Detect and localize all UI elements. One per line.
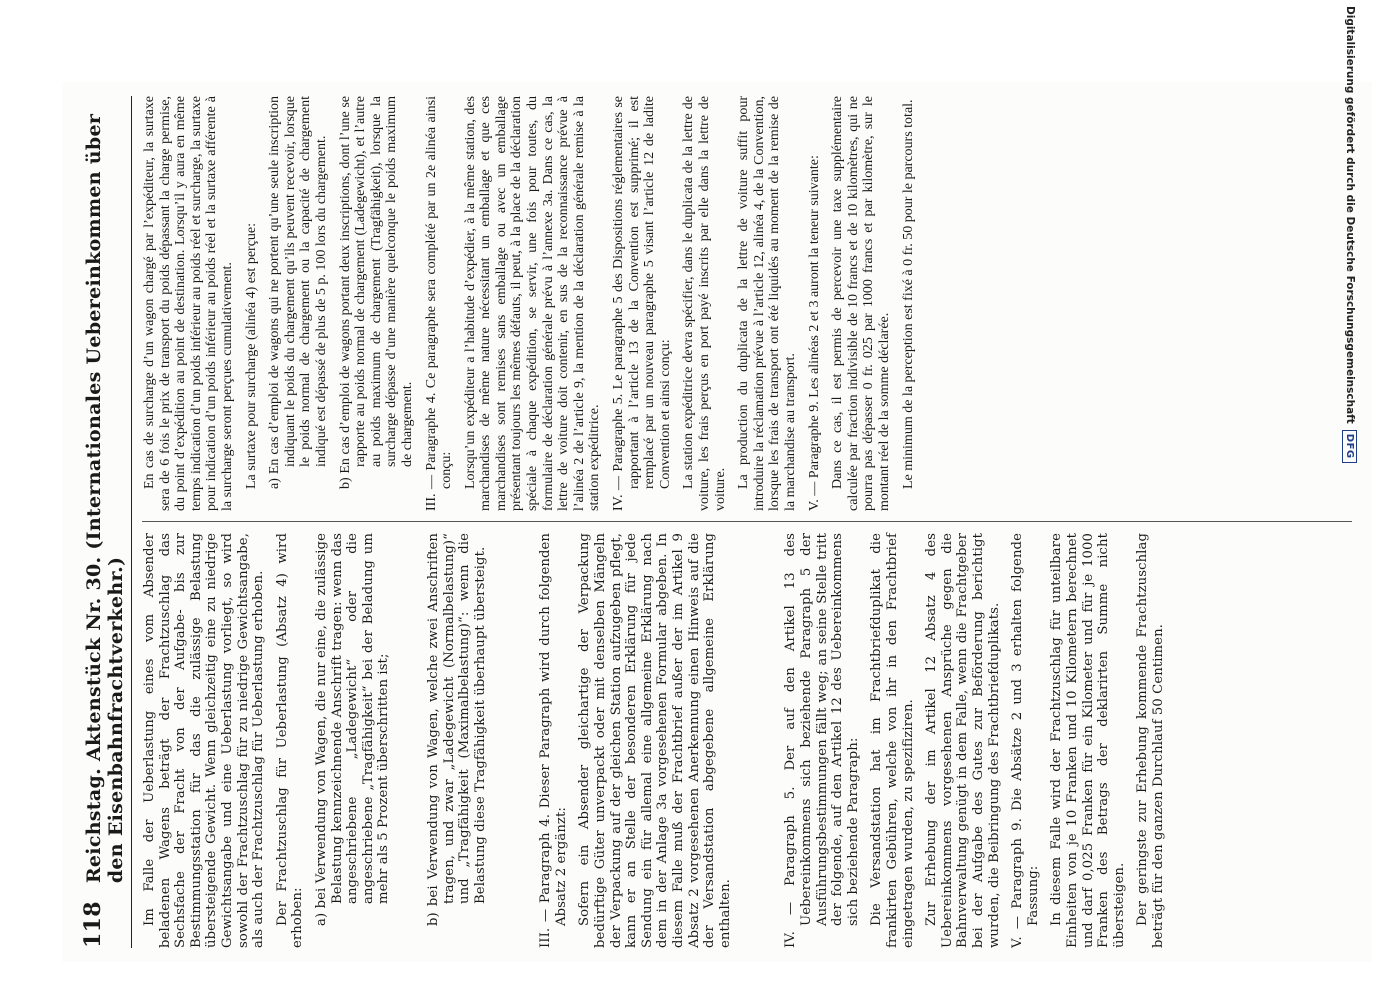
german-section-iv-paragraph-2: Zur Erhebung der im Artikel 12 Absatz 4 des Uebereinkommens vorgesehenen Ansprüche gegen die Bahnverwaltung genügt in dem Falle, wenn die Frachtgeber bei der Aufgabe des Gutes zur Beförderung berichtigt wurden, die Beibringung des Frachtbriefduplikats. <box>924 533 1002 948</box>
column-divider <box>142 521 1352 522</box>
german-section-v-paragraph-2: Der geringste zur Erhebung kommende Frachtzuschlag beträgt für den ganzen Durchlauf 50 Centimen. <box>1135 533 1166 948</box>
french-section-v-paragraph-1: Dans ce cas, il est permis de percevoir une taxe supplémentaire calculée par fraction indivisible de 10 francs et de 10 kilomètres, qui ne pourra pas dépasser 0 fr. 025 par 1000 francs et par kilomètre, sur le montant réel de la somme déclarée. <box>830 96 892 511</box>
german-section-iii-heading: III. — Paragraph 4. Dieser Paragraph wird durch folgenden Absatz 2 ergänzt: <box>538 533 569 948</box>
german-section-v-paragraph-1: In diesem Falle wird der Frachtzuschlag für unteilbare Einheiten von je 10 Franken und 10 Kilometern berechnet und darf 0,025 Franken für ein Kilometer und für je 1000 Franken des Betrags der deklarirten Summe nicht übersteigen. <box>1049 533 1127 948</box>
french-section-v-paragraph-2: Le minimum de la perception est fixé à 0 fr. 50 pour le parcours total. <box>900 99 916 489</box>
french-section-iii-heading: III. — Paragraphe 4. Ce paragraphe sera complété par un 2e alinéa ainsi conçu: <box>423 96 455 511</box>
document-page <box>62 82 1372 962</box>
french-section-iv-paragraph-2: La production du duplicata de la lettre de voiture suffit pour introduire la réclamation prévue à l’article 12, alinéa 4, de la Convention, lorsque les frais de transport ont été liquidés au moment de la remise de la marchandise au transport. <box>736 96 798 511</box>
two-column-body <box>142 96 1352 948</box>
german-paragraph-surcharge-intro: Der Frachtzuschlag für Ueberlastung (Absatz 4) wird erhoben: <box>274 533 306 948</box>
page-header <box>80 96 132 948</box>
german-section-iv-heading: IV. — Paragraph 5. Der auf den Artikel 13 des Uebereinkommens sich beziehende Paragraph 5 der Ausführungsbestimmungen fällt weg; an seine Stelle tritt der folgende, auf den Artikel 12 des Uebereinkommens sich beziehende Paragraph: <box>783 533 861 948</box>
page-number: 118 <box>80 901 106 948</box>
french-item-b: b) En cas d’emploi de wagons portant deux inscriptions, dont l’une se rapporte au poids normal de chargement (Ladegewicht), et l’autre au poids maximum de chargement (Tragfähigkeit), lorsque la surcharge dépasse d’une manière quelconque le poids maximum de chargement. <box>337 96 415 489</box>
french-section-iii-body: Lorsqu’un expéditeur a l’habitude d’expédier, à la même station, des marchandises de même nature nécessitant un emballage et que ces marchandises sont remises sans emballage ou avec un emballage présentant toujours les mêmes défauts, il peut, à la place de la déclaration spéciale à chaque expédition, se servir, une fois pour toutes, du formulaire de déclaration générale prévu à l’annexe 3a. Dans ce cas, la lettre de voiture doit contenir, en sus de la reconnaissance prévue à l’alinéa 2 de l’article 9, la mention de la déclaration générale remise à la station expéditrice. <box>462 96 603 511</box>
german-paragraph-overload: Im Falle der Ueberlastung eines vom Absender beladenen Wagens beträgt der Frachtzuschlag das Sechsfache der Fracht von der Aufgabe- bis zur Bestimmungsstation für das die zulässige Belastung übersteigende Gewicht. Wenn gleichzeitig eine zu niedrige Gewichtsangabe und eine Ueberlastung vorliegt, so wird sowohl der Frachtzuschlag für zu niedrige Gewichtsangabe, als auch der Frachtzuschlag für Ueberlastung erhoben. <box>142 533 267 948</box>
german-item-a: a) bei Verwendung von Wagen, die nur eine, die zulässige Belastung kennzeichnende Anschrift tragen: wenn das angeschriebene „Ladegewicht“ oder die angeschriebene „Tragfähigkeit“ bei der Beladung um mehr als 5 Prozent überschritten ist; <box>313 533 392 926</box>
german-section-iii-body: Sofern ein Absender gleichartige der Verpackung bedürftige Güter unverpackt oder mit denselben Mängeln der Verpackung auf der gleichen Station aufzugeben pflegt, kann er an Stelle der besonderen Erklärung für jede Sendung ein für allemal eine allgemeine Erklärung nach dem in der Anlage 3a vorgesehenen Formular abgeben. In diesem Falle muß der Frachtbrief außer der im Artikel 9 Absatz 2 vorgesehenen Anerkennung einen Hinweis auf die der Versandstation abgegebene allgemeine Erklärung enthalten. <box>577 533 733 948</box>
german-item-b: b) bei Verwendung von Wagen, welche zwei Anschriften tragen, und zwar „Ladegewicht (Normalbelastung)“ und „Tragfähigkeit (Maximalbelastung)“: wenn die Belastung diese Tragfähigkeit überhaupt übersteigt. <box>425 533 488 926</box>
french-section-iv-heading: IV. — Paragraphe 5. Le paragraphe 5 des Dispositions réglementaires se rapportant à l’article 13 de la Convention est supprimé; il est remplacé par un nouveau paragraphe 5 visant l’article 12 de ladite Convention et ainsi conçu: <box>611 96 673 511</box>
french-item-a: a) En cas d’emploi de wagons qui ne portent qu’une seule inscription indiquant le poids du chargement qu’ils peuvent recevoir, lorsque le poids normal de chargement ou la capacité de chargement indiqué est dépassé de plus de 5 p. 100 lors du chargement. <box>267 96 329 489</box>
german-section-iv-paragraph-1: Die Versandstation hat im Frachtbriefduplikat die frankirten Gebühren, welche von ihr in den Frachtbrief eingetragen wurden, zu spezifiziren. <box>869 533 916 948</box>
digitization-credit <box>1339 6 1361 996</box>
german-section-v-heading: V. — Paragraph 9. Die Absätze 2 und 3 erhalten folgende Fassung: <box>1010 533 1041 948</box>
french-paragraph-overload: En cas de surcharge d’un wagon chargé par l’expéditeur, la surtaxe sera de 6 fois le prix de transport du poids dépassant la charge permise, du point d’expédition au point de destination. Lorsqu’il y aura en même temps indication d’un poids inférieur au poids réel et surcharge, la surtaxe pour indication d’un poids inférieur au poids réel et la surtaxe afférente à la surcharge seront perçues cumulativement. <box>142 96 235 511</box>
french-section-iv-paragraph-1: La station expéditrice devra spécifier, dans le duplicata de la lettre de voiture, les frais perçus en port payé inscrits par elle dans la lettre de voiture. <box>681 96 728 511</box>
german-column <box>142 533 1352 948</box>
french-column <box>142 96 1352 511</box>
french-section-v-heading: V. — Paragraphe 9. Les alinéas 2 et 3 auront la teneur suivante: <box>806 155 822 511</box>
credit-text: Digitalisierung gefördert durch die Deutsche Forschungsgemeinschaft <box>1344 6 1356 424</box>
french-paragraph-surcharge-intro: La surtaxe pour surcharge (alinéa 4) est perçue: <box>243 222 259 489</box>
dfg-logo: DFG <box>1343 430 1358 463</box>
page-title: Reichstag. Aktenstück Nr. 30. (Internationales Uebereinkommen über den Eisenbahnfrachtverkehr.) <box>83 113 127 884</box>
